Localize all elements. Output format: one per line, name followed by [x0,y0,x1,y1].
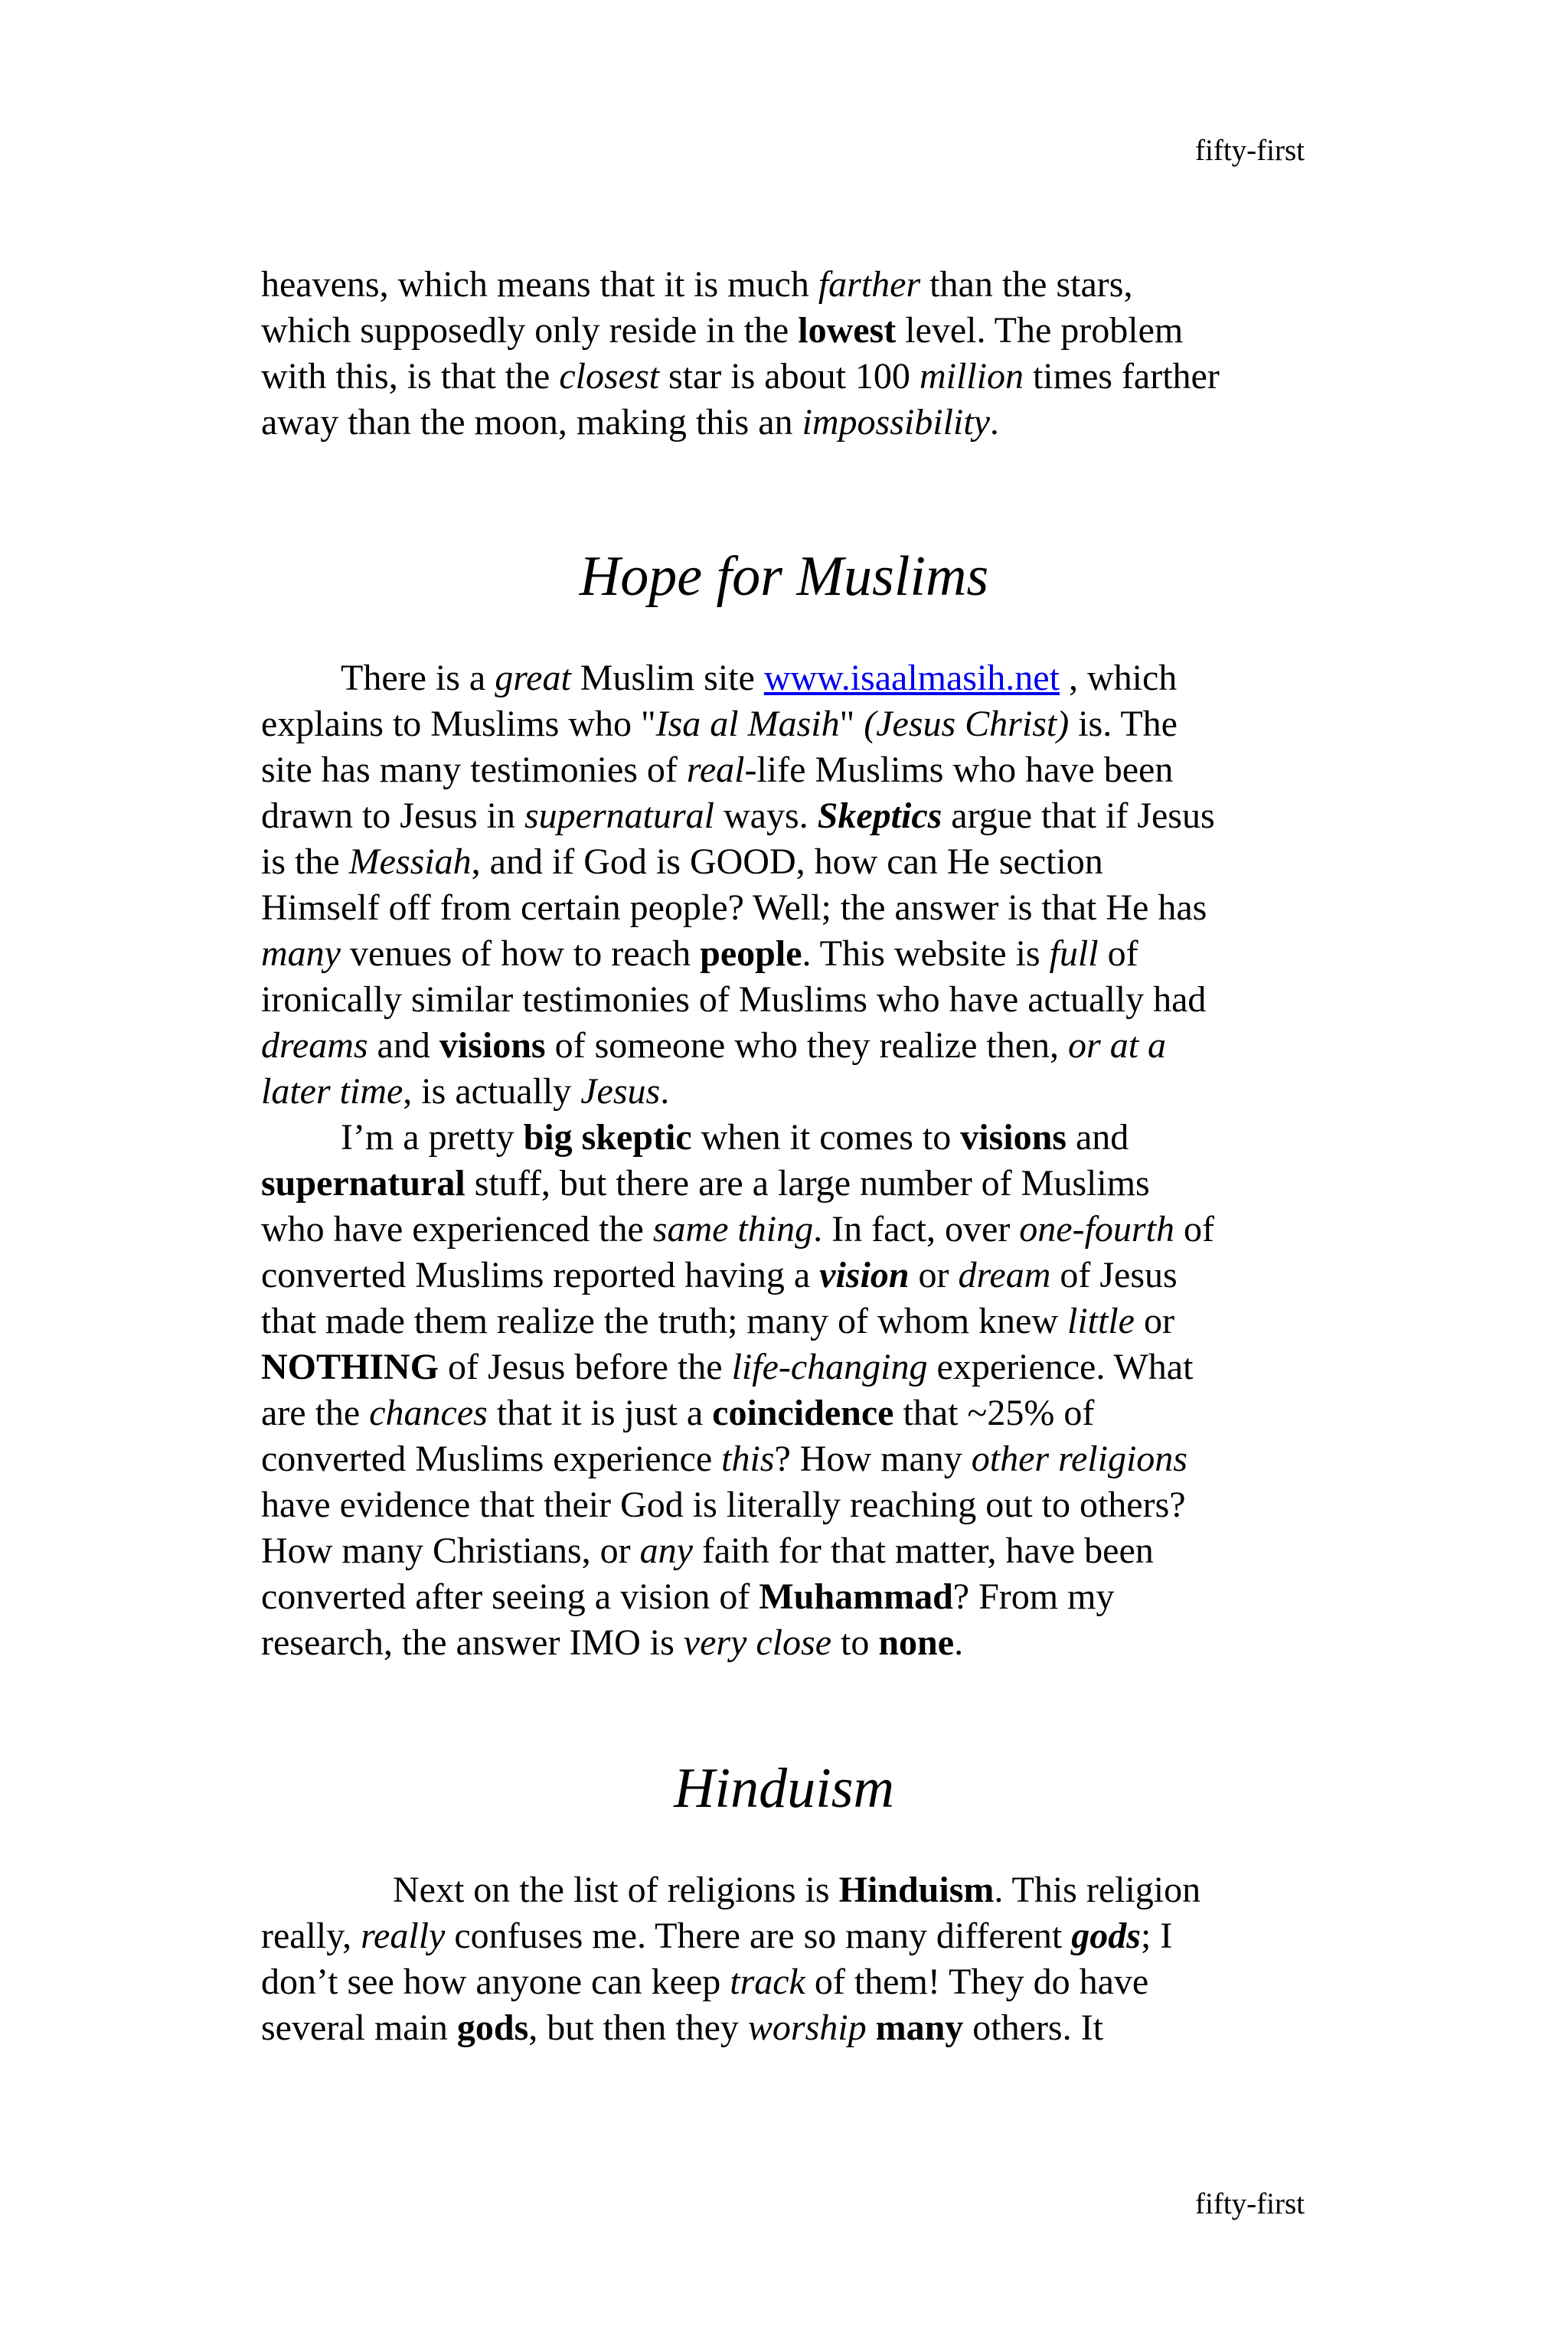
text-line [261,747,1310,793]
text-run: and [368,1025,439,1066]
text-run: of them! They do have [805,1962,1149,2002]
text-run: little [1067,1301,1135,1341]
text-run: to [831,1622,879,1663]
text-run: impossibility [802,402,990,443]
text-run: times farther [1023,356,1220,397]
text-run: level. The problem [896,310,1184,351]
text-run: converted after seeing a vision of [261,1576,760,1617]
text-run: or [909,1255,959,1295]
text-run: supernatural [261,1163,466,1204]
text-run: . [660,1071,670,1112]
paragraph [261,1867,1310,2051]
text-run: Next on the list of religions is [393,1870,839,1910]
text-line [261,1482,1310,1528]
text-run: site has many testimonies of [261,750,687,790]
text-run: of Jesus before the [439,1347,732,1387]
text-run: other religions [971,1439,1187,1479]
text-line [261,2005,1310,2051]
text-run: , and if God is GOOD, how can He section [471,841,1103,882]
text-line [261,1528,1310,1574]
text-run: Messiah [348,841,472,882]
text-run: star is about 100 [658,356,920,397]
text-line [261,1913,1310,1959]
text-run: stuff, but there are a large number of Muslims [465,1163,1150,1204]
text-run: ? How many [774,1439,972,1479]
text-line [261,931,1310,977]
text-run: There is a [341,658,495,698]
text-run: ways. [714,795,818,836]
text-run: NOTHING [261,1347,439,1387]
text-run: supernatural [524,795,714,836]
text-run: , which [1059,658,1178,698]
text-run: I’m a pretty [341,1117,524,1158]
text-line [261,839,1310,885]
website-link[interactable]: www.isaalmasih.net [763,658,1060,698]
text-line [261,1298,1310,1344]
text-run: which supposedly only reside in the [261,310,799,351]
text-run: . In fact, over [813,1209,1020,1250]
text-run: is. The [1069,704,1178,744]
text-line [261,1436,1310,1482]
text-run: or [1134,1301,1174,1341]
text-line [261,701,1310,747]
paragraph [261,262,1310,446]
text-run: than the stars, [920,264,1133,305]
text-run: same thing [652,1209,814,1250]
text-run: . This website is [802,933,1050,974]
hinduism-text [261,1867,1310,2051]
text-run: when it comes to [691,1117,961,1158]
text-line [261,354,1310,400]
paragraph [261,1115,1310,1666]
text-line [261,262,1310,308]
paragraph [261,655,1310,1115]
text-run: farther [818,264,921,305]
text-run: many [261,933,341,974]
section-heading-hope-for-muslims: Hope for Muslims [579,545,989,608]
text-run: of Jesus [1050,1255,1178,1295]
text-line [261,1023,1310,1069]
section-heading-hinduism: Hinduism [674,1757,894,1820]
text-run: have evidence that their God is literally reaching out to others? [261,1485,1186,1525]
text-run: dreams [261,1025,368,1066]
text-run: or at a [1068,1025,1167,1066]
text-line [261,1069,1310,1115]
text-run: Jesus [580,1071,661,1112]
text-line [261,1620,1310,1666]
text-run: Isa al Masih [655,704,840,744]
text-line [261,655,1310,701]
text-line [261,1115,1310,1161]
text-run: track [730,1962,805,2002]
text-run: any [639,1530,693,1571]
text-run: research, the answer IMO is [261,1622,684,1663]
text-line [261,308,1310,354]
text-run: converted Muslims reported having a [261,1255,820,1295]
text-run [867,2007,876,2048]
text-run: of someone who they realize then, [545,1025,1069,1066]
text-run: who have experienced the [261,1209,653,1250]
text-run: that made them realize the truth; many of whom knew [261,1301,1067,1341]
text-run: vision [819,1255,910,1295]
text-run: full [1049,933,1099,974]
text-run: this [721,1439,775,1479]
text-line [261,1959,1310,2005]
text-run: of [1098,933,1138,974]
page-footer: fifty-first [1195,2187,1305,2220]
text-run: Hinduism [838,1870,995,1910]
text-run: ; I [1140,1916,1173,1956]
text-run: and [1066,1117,1129,1158]
text-run: several main [261,2007,457,2048]
text-run: venues of how to reach [340,933,701,974]
text-run: worship [747,2007,867,2048]
text-run: visions [439,1025,546,1066]
text-run: are the [261,1393,370,1433]
text-run: ? From my [952,1576,1115,1617]
text-run: heavens, which means that it is much [261,264,818,305]
text-run: , is actually [403,1071,581,1112]
text-run: closest [559,356,659,397]
text-line [261,1344,1310,1390]
text-run: million [919,356,1024,397]
intro-text [261,262,1310,446]
text-run: people [700,933,802,974]
text-run: really, [261,1916,361,1956]
text-run: others. It [963,2007,1103,2048]
text-run: . This religion [994,1870,1201,1910]
text-run: many [875,2007,964,2048]
text-line [261,400,1310,446]
text-run: later time [261,1071,403,1112]
text-run: ironically similar testimonies of Muslims who have actually had [261,979,1207,1020]
text-run: confuses me. There are so many different [445,1916,1072,1956]
text-run: explains to Muslims who " [261,704,656,744]
text-line [261,1867,1310,1913]
text-run: . [989,402,999,443]
text-run: great [495,658,571,698]
text-line [261,1574,1310,1620]
text-run: Muhammad [759,1576,953,1617]
text-run: experience. What [927,1347,1194,1387]
text-run: coincidence [712,1393,894,1433]
text-run: very close [683,1622,832,1663]
text-run: Himself off from certain people? Well; the answer is that He has [261,887,1207,928]
page-header: fifty-first [1195,134,1305,167]
text-line [261,793,1310,839]
text-run: of [1174,1209,1214,1250]
text-run: with this, is that the [261,356,560,397]
text-run: (Jesus Christ) [864,704,1070,744]
text-run: one-fourth [1019,1209,1174,1250]
text-line [261,885,1310,931]
text-run: Skeptics [817,795,942,836]
text-line [261,977,1310,1023]
text-run: faith for that matter, have been [692,1530,1154,1571]
text-run: is the [261,841,349,882]
text-run: converted Muslims experience [261,1439,722,1479]
text-line [261,1390,1310,1436]
text-line [261,1253,1310,1298]
hope-for-muslims-text [261,655,1310,1666]
text-run: don’t see how anyone can keep [261,1962,730,2002]
text-run: away than the moon, making this an [261,402,802,443]
text-run: dream [958,1255,1051,1295]
text-run: none [878,1622,955,1663]
text-run: really [361,1916,446,1956]
text-run: argue that if Jesus [942,795,1215,836]
text-run: , but then they [528,2007,748,2048]
text-run: visions [960,1117,1067,1158]
text-line [261,1207,1310,1253]
text-run: that ~25% of [893,1393,1095,1433]
text-run: How many Christians, or [261,1530,640,1571]
text-run: gods [456,2007,529,2048]
text-run: chances [369,1393,488,1433]
text-run: Muslim site [570,658,764,698]
text-run: lowest [798,310,897,351]
text-run: big skeptic [523,1117,692,1158]
text-run: real [686,750,745,790]
text-run: . [954,1622,964,1663]
text-line [261,1161,1310,1207]
text-run: gods [1071,1916,1141,1956]
text-run: -life Muslims who have been [744,750,1174,790]
text-run: life-changing [731,1347,928,1387]
text-run: drawn to Jesus in [261,795,524,836]
text-run: that it is just a [487,1393,713,1433]
text-run: " [839,704,864,744]
